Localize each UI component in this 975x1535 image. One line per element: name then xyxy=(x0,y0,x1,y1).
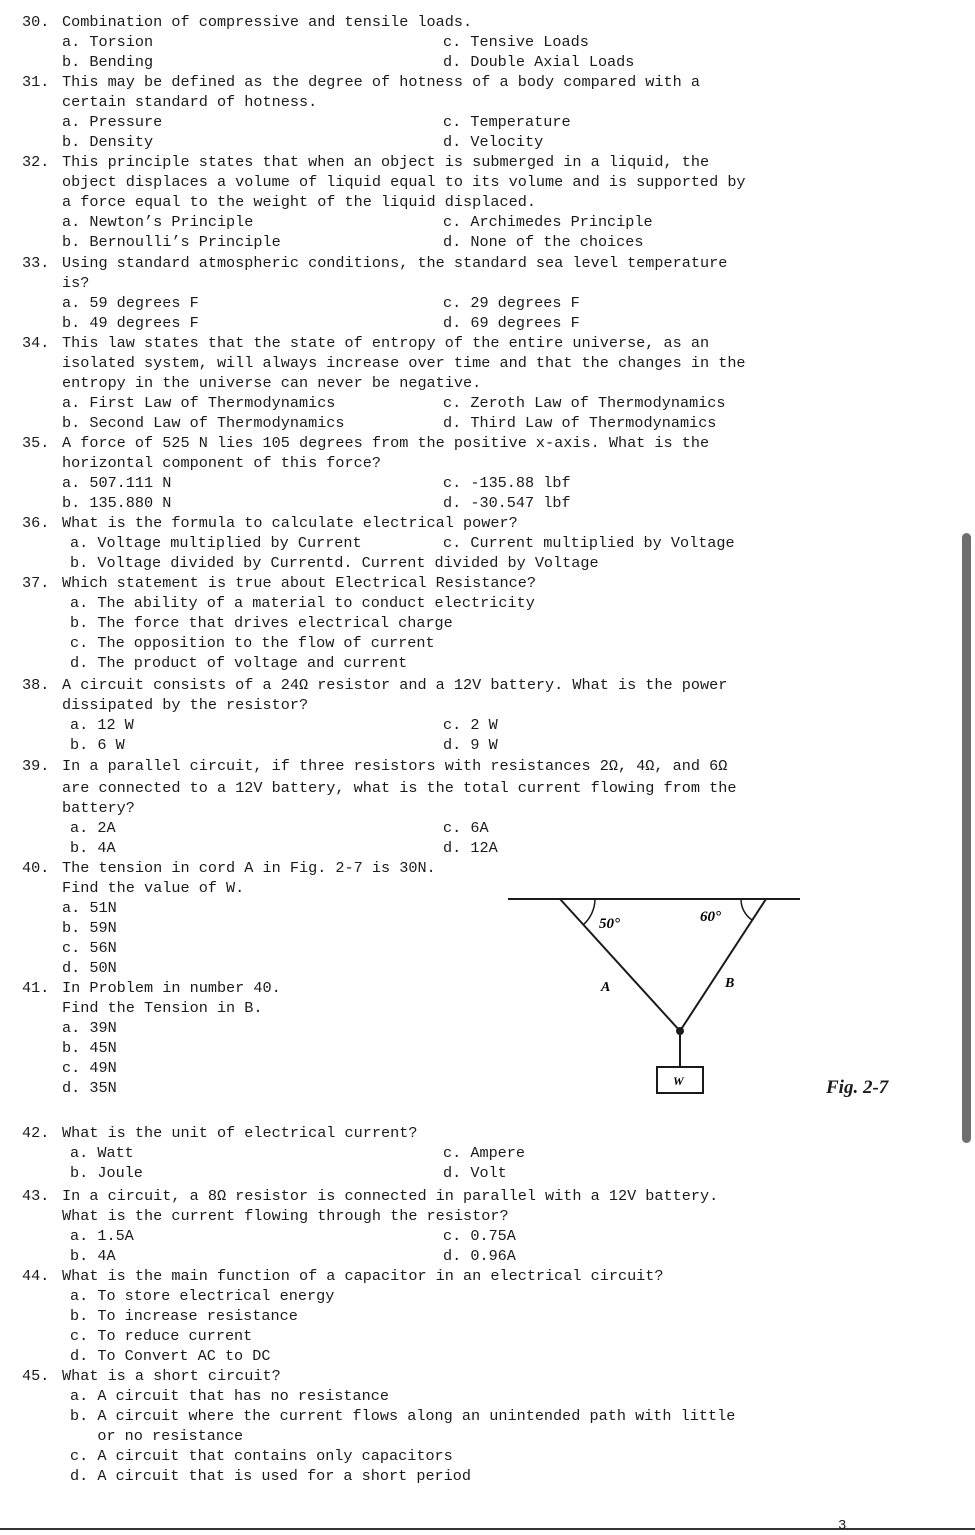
option: c. Current multiplied by Voltage xyxy=(443,534,735,552)
question-40-number: 40. xyxy=(22,859,50,877)
option: c. 29 degrees F xyxy=(443,294,580,312)
question-33-number: 33. xyxy=(22,254,50,272)
question-39-text: In a parallel circuit, if three resistors with resistances 2Ω, 4Ω, and 6Ω xyxy=(62,757,728,775)
question-39-number: 39. xyxy=(22,757,50,775)
weight-label: W xyxy=(673,1074,684,1088)
question-39-text: battery? xyxy=(62,799,135,817)
option: a. Newton’s Principle xyxy=(62,213,254,231)
question-32-number: 32. xyxy=(22,153,50,171)
option: d. Volt xyxy=(443,1164,507,1182)
option: a. 51N xyxy=(62,899,117,917)
angle-arc-right xyxy=(741,899,752,920)
option: d. A circuit that is used for a short period xyxy=(70,1467,472,1485)
option: b. 4A xyxy=(70,1247,116,1265)
option: c. -135.88 lbf xyxy=(443,474,571,492)
question-40-text: Find the value of W. xyxy=(62,879,245,897)
question-42-number: 42. xyxy=(22,1124,50,1142)
question-38-text: A circuit consists of a 24Ω resistor and a 12V battery. What is the power xyxy=(62,676,728,694)
question-34-text: entropy in the universe can never be negative. xyxy=(62,374,482,392)
option: a. 39N xyxy=(62,1019,117,1037)
option: c. Tensive Loads xyxy=(443,33,589,51)
question-34-text: isolated system, will always increase over time and that the changes in the xyxy=(62,354,746,372)
question-45-text: What is a short circuit? xyxy=(62,1367,281,1385)
option: d. 35N xyxy=(62,1079,117,1097)
page-bottom-rule xyxy=(0,1528,975,1530)
question-40-text: The tension in cord A in Fig. 2-7 is 30N. xyxy=(62,859,436,877)
option: d. 69 degrees F xyxy=(443,314,580,332)
option: c. The opposition to the flow of current xyxy=(70,634,435,652)
question-33-text: is? xyxy=(62,274,90,292)
question-41-text: Find the Tension in B. xyxy=(62,999,263,1017)
option: b. 45N xyxy=(62,1039,117,1057)
question-31-text: This may be defined as the degree of hotness of a body compared with a xyxy=(62,73,700,91)
option: a. The ability of a material to conduct electricity xyxy=(70,594,535,612)
cord-a xyxy=(560,899,680,1031)
question-43-number: 43. xyxy=(22,1187,50,1205)
option: b. Bending xyxy=(62,53,154,71)
option: b. Density xyxy=(62,133,154,151)
question-44-number: 44. xyxy=(22,1267,50,1285)
option: b. A circuit where the current flows along an unintended path with little xyxy=(70,1407,736,1425)
option: b. Second Law of Thermodynamics xyxy=(62,414,345,432)
option: d. The product of voltage and current xyxy=(70,654,408,672)
option: d. -30.547 lbf xyxy=(443,494,571,512)
option: c. 2 W xyxy=(443,716,498,734)
option: d. Double Axial Loads xyxy=(443,53,635,71)
question-42-text: What is the unit of electrical current? xyxy=(62,1124,418,1142)
question-32-text: a force equal to the weight of the liquid displaced. xyxy=(62,193,536,211)
question-38-number: 38. xyxy=(22,676,50,694)
option: d. Velocity xyxy=(443,133,544,151)
option: a. 2A xyxy=(70,819,116,837)
option: c. A circuit that contains only capacitors xyxy=(70,1447,453,1465)
question-37-number: 37. xyxy=(22,574,50,592)
question-44-text: What is the main function of a capacitor in an electrical circuit? xyxy=(62,1267,664,1285)
angle-arc-left xyxy=(583,899,595,925)
option: b. Joule xyxy=(70,1164,143,1182)
option: d. 0.96A xyxy=(443,1247,516,1265)
option: a. To store electrical energy xyxy=(70,1287,335,1305)
question-31-text: certain standard of hotness. xyxy=(62,93,318,111)
figure-2-7-diagram xyxy=(500,885,810,1110)
option: d. 12A xyxy=(443,839,498,857)
option: c. Zeroth Law of Thermodynamics xyxy=(443,394,726,412)
option: b. The force that drives electrical charge xyxy=(70,614,453,632)
option: b. 4A xyxy=(70,839,116,857)
scrollbar-thumb[interactable] xyxy=(962,533,971,1143)
option: b. 59N xyxy=(62,919,117,937)
option: a. 12 W xyxy=(70,716,134,734)
option: a. First Law of Thermodynamics xyxy=(62,394,336,412)
question-34-number: 34. xyxy=(22,334,50,352)
question-45-number: 45. xyxy=(22,1367,50,1385)
cord-a-label: A xyxy=(601,980,611,995)
question-30-text: Combination of compressive and tensile loads. xyxy=(62,13,473,31)
option: c. Archimedes Principle xyxy=(443,213,653,231)
question-43-text: In a circuit, a 8Ω resistor is connected in parallel with a 12V battery. xyxy=(62,1187,719,1205)
question-38-text: dissipated by the resistor? xyxy=(62,696,309,714)
option: a. A circuit that has no resistance xyxy=(70,1387,389,1405)
option: a. Pressure xyxy=(62,113,163,131)
question-36-text: What is the formula to calculate electrical power? xyxy=(62,514,518,532)
option: d. Third Law of Thermodynamics xyxy=(443,414,717,432)
cord-b-label: B xyxy=(725,976,735,991)
option: a. 1.5A xyxy=(70,1227,134,1245)
question-34-text: This law states that the state of entropy of the entire universe, as an xyxy=(62,334,710,352)
option: a. 507.111 N xyxy=(62,474,172,492)
question-37-text: Which statement is true about Electrical Resistance? xyxy=(62,574,536,592)
option: a. Watt xyxy=(70,1144,134,1162)
option: c. Ampere xyxy=(443,1144,526,1162)
option: d. To Convert AC to DC xyxy=(70,1347,271,1365)
page-number: 3 xyxy=(838,1518,847,1534)
question-35-text: A force of 525 N lies 105 degrees from the positive x-axis. What is the xyxy=(62,434,710,452)
question-35-number: 35. xyxy=(22,434,50,452)
option: c. 49N xyxy=(62,1059,117,1077)
question-30-number: 30. xyxy=(22,13,50,31)
option: c. 0.75A xyxy=(443,1227,516,1245)
option: b. 135.880 N xyxy=(62,494,172,512)
question-41-text: In Problem in number 40. xyxy=(62,979,281,997)
question-39-text: are connected to a 12V battery, what is the total current flowing from the xyxy=(62,779,737,797)
option: c. 56N xyxy=(62,939,117,957)
option: c. 6A xyxy=(443,819,489,837)
question-33-text: Using standard atmospheric conditions, the standard sea level temperature xyxy=(62,254,728,272)
option: d. 50N xyxy=(62,959,117,977)
option: b. 6 W xyxy=(70,736,125,754)
option: c. Temperature xyxy=(443,113,571,131)
option: a. 59 degrees F xyxy=(62,294,199,312)
option: b. Bernoulli’s Principle xyxy=(62,233,281,251)
angle-label-left: 50° xyxy=(599,916,620,932)
option: a. Voltage multiplied by Current xyxy=(70,534,362,552)
question-35-text: horizontal component of this force? xyxy=(62,454,381,472)
option: b. 49 degrees F xyxy=(62,314,199,332)
option: c. To reduce current xyxy=(70,1327,253,1345)
option: b. Voltage divided by Currentd. Current divided by Voltage xyxy=(70,554,599,572)
option: d. None of the choices xyxy=(443,233,644,251)
option: d. 9 W xyxy=(443,736,498,754)
question-41-number: 41. xyxy=(22,979,50,997)
option: or no resistance xyxy=(70,1427,244,1445)
cord-b xyxy=(680,899,766,1031)
option: a. Torsion xyxy=(62,33,154,51)
question-36-number: 36. xyxy=(22,514,50,532)
angle-label-right: 60° xyxy=(700,909,721,925)
option: b. To increase resistance xyxy=(70,1307,298,1325)
question-32-text: This principle states that when an object is submerged in a liquid, the xyxy=(62,153,710,171)
figure-caption: Fig. 2-7 xyxy=(826,1077,889,1098)
question-43-text: What is the current flowing through the resistor? xyxy=(62,1207,509,1225)
question-32-text: object displaces a volume of liquid equal to its volume and is supported by xyxy=(62,173,746,191)
question-31-number: 31. xyxy=(22,73,50,91)
